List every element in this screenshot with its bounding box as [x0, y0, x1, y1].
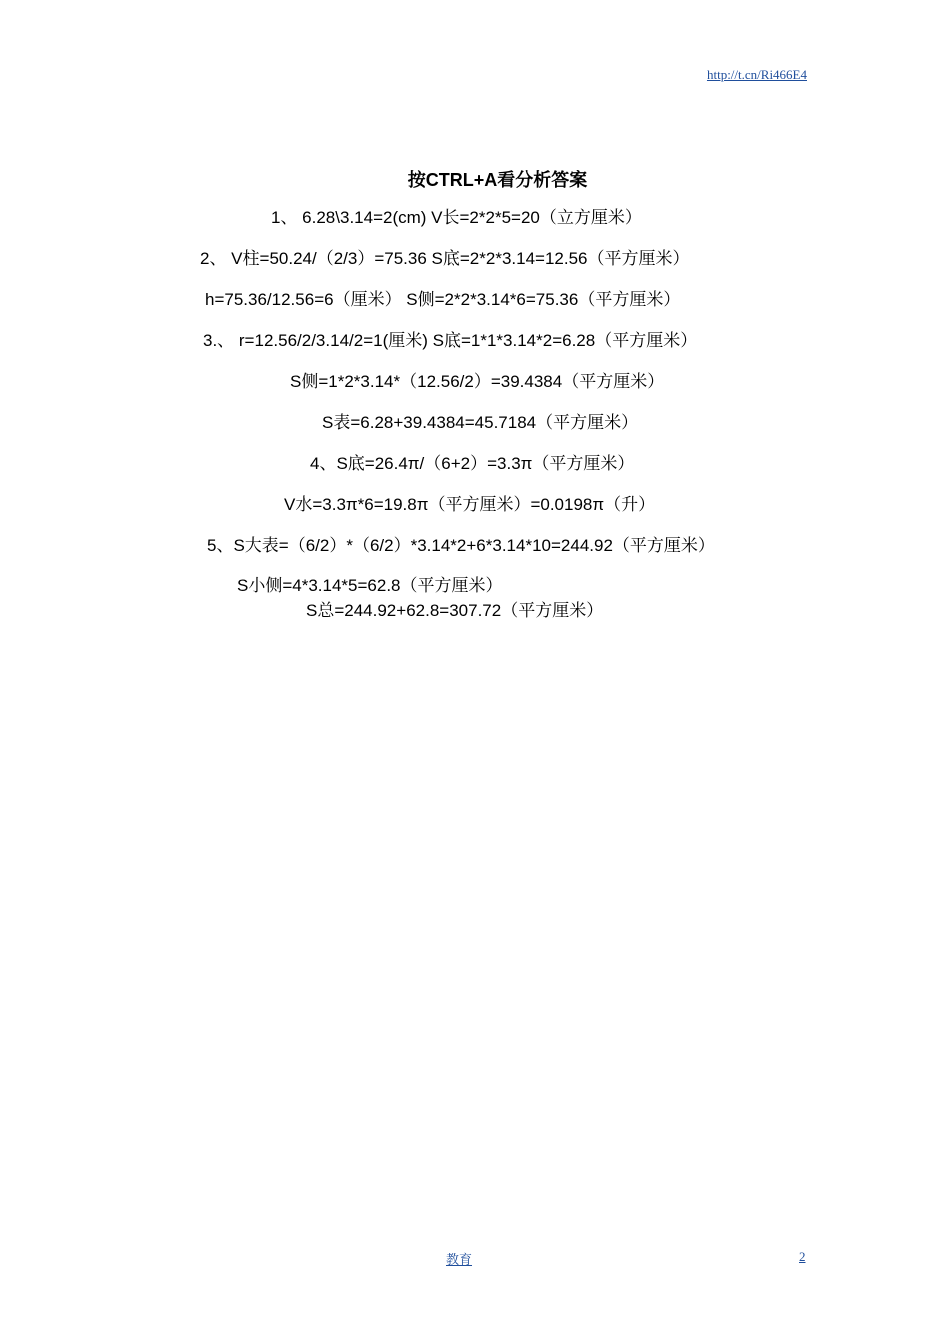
header-link[interactable]: http://t.cn/Ri466E4 [706, 67, 807, 82]
answer-line-9: 5、S大表=（6/2）*（6/2）*3.14*2+6*3.14*10=244.92（平方厘米） [207, 536, 715, 555]
page-title: 按CTRL+A看分析答案 [407, 170, 588, 190]
answer-line-4: 3.、 r=12.56/2/3.14/2=1(厘米) S底=1*1*3.14*2=6.28（平方厘米） [203, 331, 698, 350]
answer-line-10: S小侧=4*3.14*5=62.8（平方厘米） [237, 576, 503, 595]
footer-link[interactable]: 教育 [446, 1252, 473, 1267]
answer-line-8: V水=3.3π*6=19.8π（平方厘米）=0.0198π（升） [284, 495, 656, 514]
answer-line-2: 2、 V柱=50.24/（2/3）=75.36 S底=2*2*3.14=12.56（平方厘米） [200, 249, 690, 268]
page-number[interactable]: 2 [799, 1249, 806, 1264]
answer-line-5: S侧=1*2*3.14*（12.56/2）=39.4384（平方厘米） [290, 372, 665, 391]
answer-line-6: S表=6.28+39.4384=45.7184（平方厘米） [322, 413, 639, 432]
answer-line-7: 4、S底=26.4π/（6+2）=3.3π（平方厘米） [310, 454, 635, 473]
answer-line-11: S总=244.92+62.8=307.72（平方厘米） [306, 601, 604, 620]
answer-line-1: 1、 6.28\3.14=2(cm) V长=2*2*5=20（立方厘米） [271, 208, 642, 227]
answer-line-3: h=75.36/12.56=6（厘米） S侧=2*2*3.14*6=75.36（平方厘米） [205, 290, 681, 309]
